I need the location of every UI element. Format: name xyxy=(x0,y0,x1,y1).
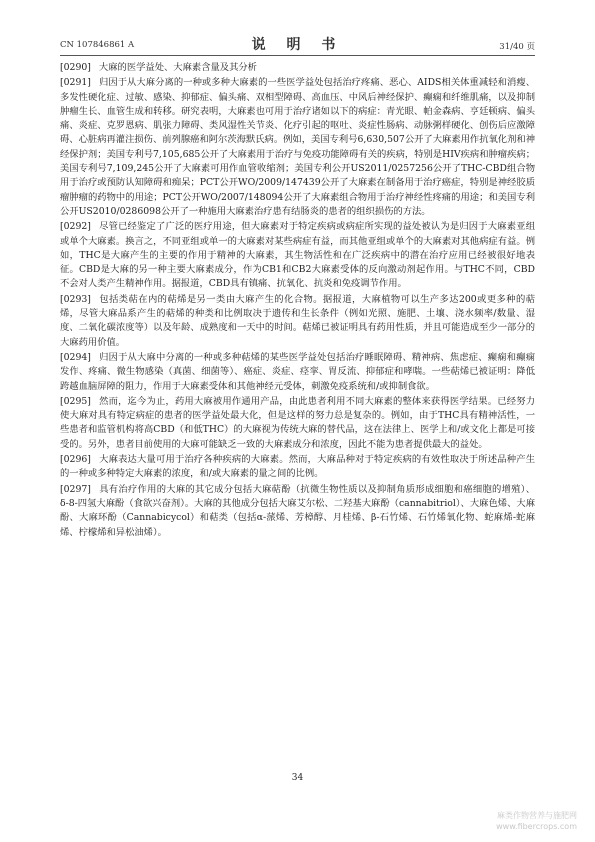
paragraph-0290 xyxy=(60,61,535,75)
paragraph-0296 xyxy=(60,453,535,482)
paragraph-text: 然而，迄今为止，药用大麻被用作通用产品，由此患者利用不同大麻素的整体来获得医学结果。已经努力使大麻对具有特定病症的患者的医学益处最大化，但是这样的努力总是复杂的。例如，由于THC具有精神活性，一些患者和监管机构将高CBD（和低THC）的大麻视为传统大麻的替代品，这在法律上、医学上和/或文化上都是可接受的。另外，患者目前使用的大麻可能缺乏一致的大麻素成分和浓度，因此不能为患者提供最大的益处。 xyxy=(60,395,535,450)
paragraph-text: 尽管已经鉴定了广泛的医疗用途，但大麻素对于特定疾病或病症所实现的益处被认为是归因于大麻素亚组或单个大麻素。换言之，不同亚组或单一的大麻素对某些病症有益，而其他亚组或单个的大麻素对其他病症有益。例如，THC是大麻产生的主要的作用于精神的大麻素，其生物活性和在广泛疾病中的潜在治疗应用已经被很好地表征。CBD是大麻的另一种主要大麻素成分，作为CB1和CB2大麻素受体的反向激动剂起作用。与THC不同，CBD不会对人类产生精神作用。据报道，CBD具有镇痛、抗氧化、抗炎和免疫调节作用。 xyxy=(60,221,535,290)
page-number: 34 xyxy=(291,773,304,783)
document-title: 说 明 书 xyxy=(251,37,344,53)
paragraph-0292 xyxy=(60,220,535,291)
paragraph-text: 包括类萜在内的萜烯是另一类由大麻产生的化合物。据报道，大麻植物可以生产多达200或更多种的萜烯，尽管大麻品系产生的萜烯的种类和比例取决于遗传和生长条件（例如光照、施肥、土壤、浇水频率/数量、湿度、二氧化碳浓度等）以及年龄、成熟度和一天中的时间。萜烯已被证明具有药用性质，并且可能造成至少一部分的大麻药用价值。 xyxy=(60,293,535,348)
watermark-line1: 麻类作物营养与施肥网 xyxy=(497,811,577,820)
paragraph-text: 归因于从大麻中分离的一种或多种萜烯的某些医学益处包括治疗睡眠障碍、精神病、焦虑症、癫痫和癫痫发作、疼痛、微生物感染（真菌、细菌等）、癌症、炎症、痉挛、胃反流、抑郁症和哮喘。一些萜烯已被证明：降低跨越血脑屏障的阻力，作用于大麻素受体和其他神经元受体，刺激免疫系统和/或抑制食欲。 xyxy=(60,351,535,392)
paragraph-number: [0290] xyxy=(60,62,91,73)
paragraph-number: [0295] xyxy=(60,395,91,407)
paragraph-text: 大麻表达大量可用于治疗各种疾病的大麻素。然而，大麻品种对于特定疾病的有效性取决于所述品种产生的一种或多种特定大麻素的浓度，和/或大麻素的量之间的比例。 xyxy=(60,454,535,480)
paragraph-0294 xyxy=(60,351,535,394)
paragraph-number: [0297] xyxy=(60,483,91,495)
patent-number: CN 107846861 A xyxy=(60,40,135,50)
page-ratio: 31/40 页 xyxy=(499,42,535,52)
watermark xyxy=(496,810,577,832)
header-rule xyxy=(60,55,535,56)
document-body xyxy=(60,61,535,541)
paragraph-text: 大麻的医学益处、大麻素含量及其分析 xyxy=(98,62,257,73)
paragraph-0291 xyxy=(60,76,535,219)
paragraph-text: 归因于从大麻分离的一种或多种大麻素的一些医学益处包括治疗疼痛、恶心、AIDS相关体重减轻和消瘦、多发性硬化症、过敏、感染、抑郁症、偏头痛、双相型障碍、高血压、中风后神经保护、癫痫和纤维肌痛，以及抑制肿瘤生长、血管生成和转移。研究表明，大麻素也可用于治疗诸如以下的病症：青光眼、帕金森病、亨廷顿病、偏头痛、炎症、克罗恩病、肌张力障碍、类风湿性关节炎、化疗引起的呕吐、炎症性肠病、动脉粥样硬化、创伤后应激障碍、心脏病再灌注损伤、前列腺癌和阿尔茨海默氏病。例如，美国专利号6,630,507公开了大麻素用作抗氧化剂和神经保护剂；美国专利号7,105,685公开了大麻素用于治疗与免疫功能障碍有关的疾病，特别是HIV疾病和肿瘤疾病；美国专利号7,109,245公开了大麻素可用作血管收缩剂；美国专利公开US2011/0257256公开了THC-CBD组合物用于治疗或预防认知障碍和痴呆；PCT公开WO/2009/147439公开了大麻素在制备用于治疗癌症，特别是神经胶质瘤肿瘤的药物中的用途；PCT公开WO/2007/148094公开了大麻素组合物用于治疗神经性疼痛的用途；和美国专利公开US2010/0286098公开了一种施用大麻素治疗患有结肠炎的患者的组织损伤的方法。 xyxy=(60,77,535,217)
paragraph-0297 xyxy=(60,483,535,540)
paragraph-number: [0291] xyxy=(60,77,91,89)
paragraph-number: [0296] xyxy=(60,454,91,466)
paragraph-number: [0292] xyxy=(60,221,91,233)
page-header xyxy=(60,34,535,52)
paragraph-number: [0294] xyxy=(60,351,91,363)
paragraph-text: 具有治疗作用的大麻的其它成分包括大麻萜酚（抗微生物性质以及抑制角质形成细胞和癌细胞的增殖）、δ-8-四氢大麻酚（食欲兴奋剂）。大麻的其他成分包括大麻艾尔松、二羟基大麻酚（cannabitriol）、大麻色烯、大麻酚、大麻环酚（Cannabicycol）和萜类（包括α-蒎烯、芳樟醇、月桂烯、β-石竹烯、石竹烯氧化物、蛇麻烯-蛇麻烯、柠檬烯和异松油烯）。 xyxy=(60,483,535,538)
paragraph-0295 xyxy=(60,395,535,452)
watermark-line2: www.fibercrops.com xyxy=(496,822,577,831)
paragraph-0293 xyxy=(60,293,535,350)
paragraph-number: [0293] xyxy=(60,293,91,305)
